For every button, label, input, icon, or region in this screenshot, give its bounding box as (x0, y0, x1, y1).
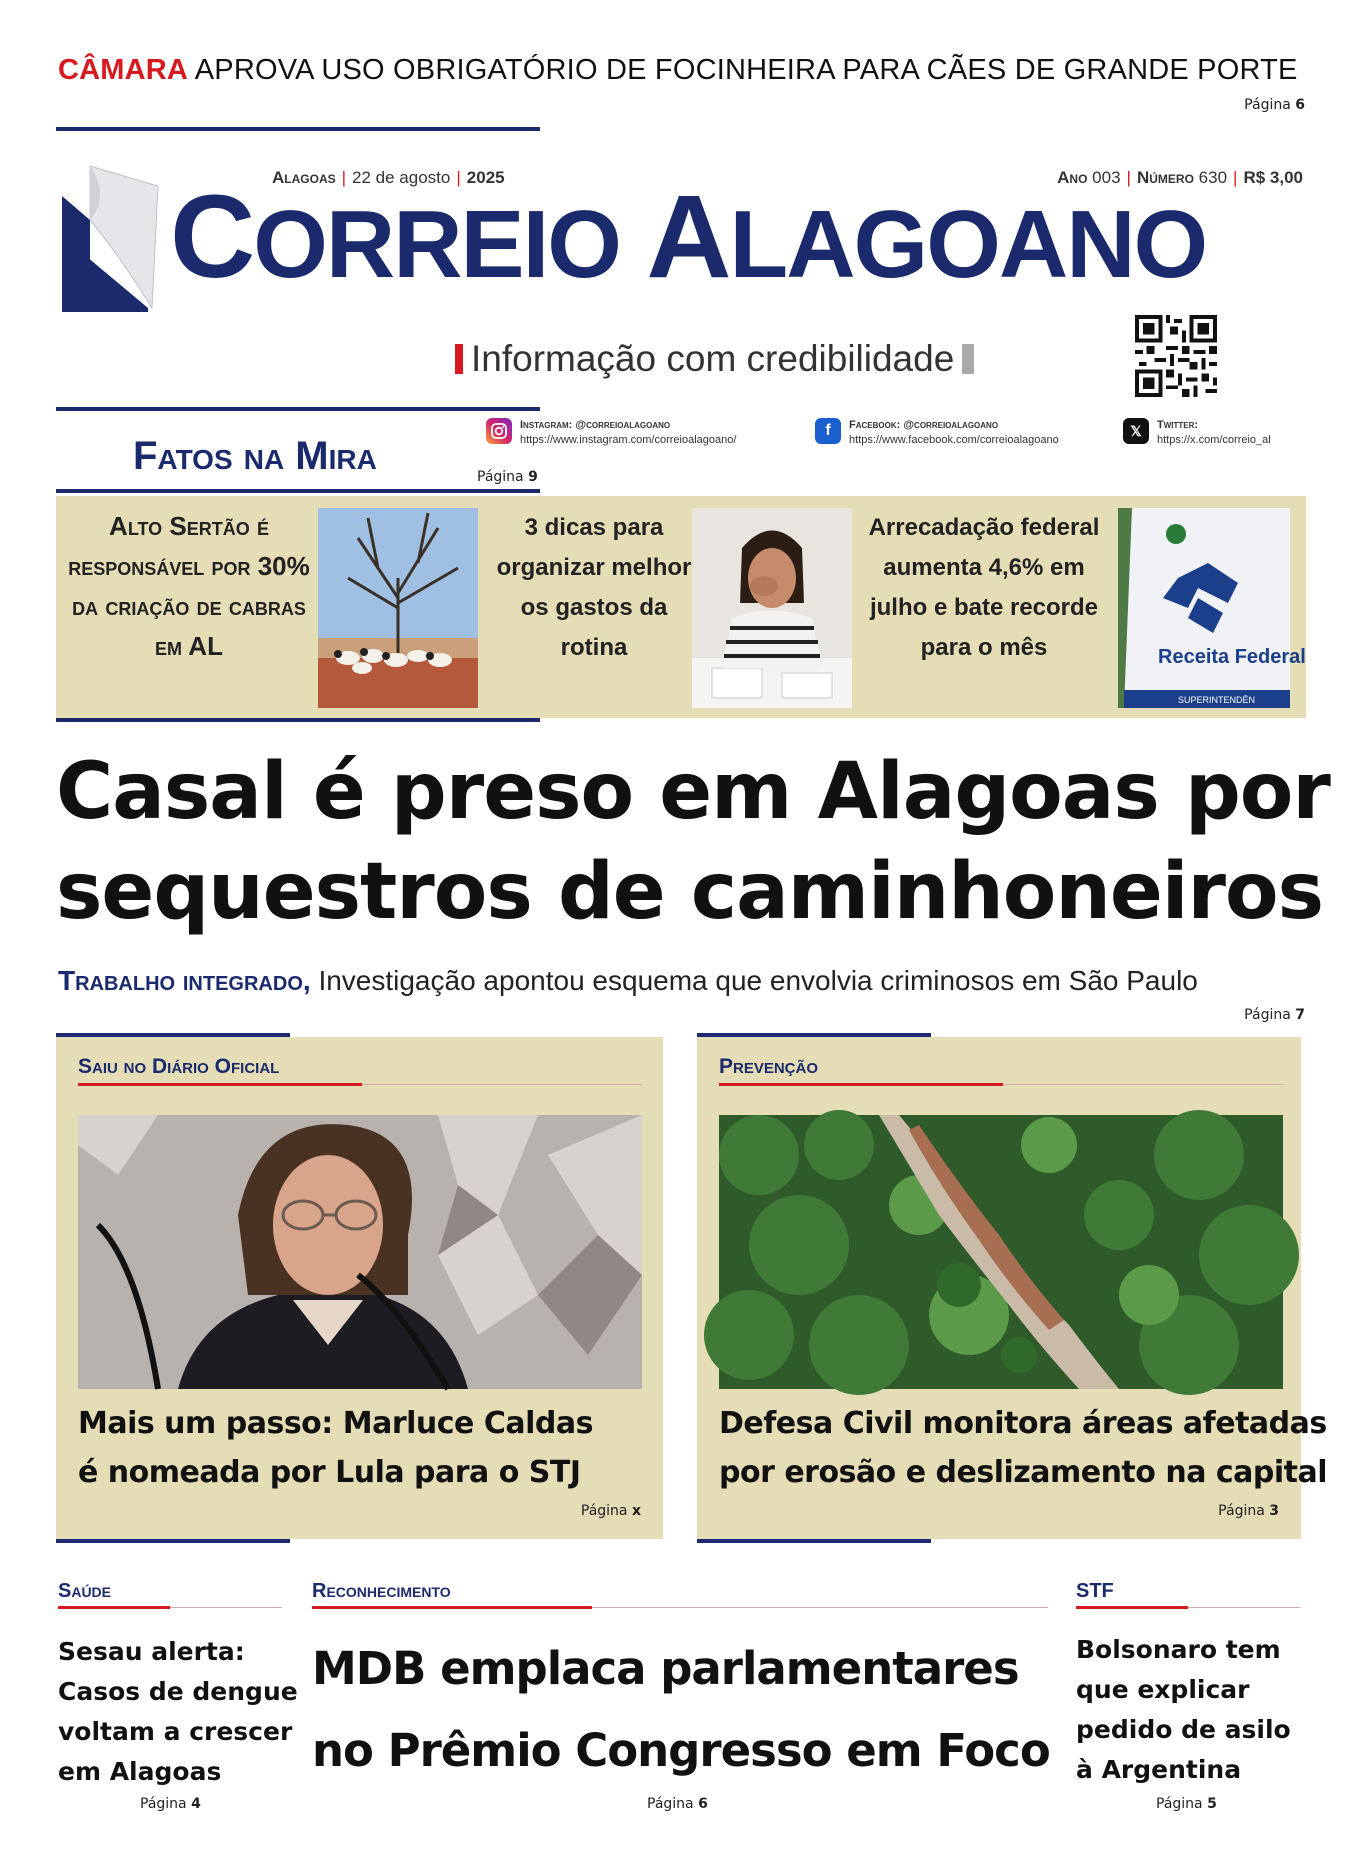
story-stf[interactable]: Bolsonaro tem que explicar pedido de asilo à Argentina (1076, 1635, 1291, 1784)
social-label: Instagram: @correioalagoano (520, 419, 671, 431)
fatos-item-2[interactable]: 3 dicas para organizar melhor os gastos da rotina (496, 514, 692, 661)
box-page-ref: Página x (580, 1503, 641, 1519)
fatos-item-3[interactable]: Arrecadação federal aumenta 4,6% em julho e bate recorde para o mês (868, 514, 1100, 661)
masthead-meta-left: Alagoas | 22 de agosto | 2025 (272, 168, 505, 187)
fatos-title[interactable]: Fatos na Mira (133, 434, 377, 478)
social-label: Facebook: @correioalagoano (849, 419, 999, 431)
main-page-ref: Página 7 (1244, 1007, 1305, 1023)
fatos-item-1[interactable]: Alto Sertão é responsável por 30% da criação de cabras em AL (68, 511, 310, 661)
stf-page-ref: Página 5 (1156, 1796, 1217, 1812)
divider (697, 1539, 931, 1543)
box-page-ref: Página 3 (1218, 1503, 1279, 1519)
divider (56, 407, 540, 411)
x-twitter-icon: 𝕏 (1123, 418, 1149, 444)
story-reconhecimento[interactable]: MDB emplaca parlamentares no Prêmio Congresso em Foco (312, 1642, 1050, 1777)
divider (312, 1606, 592, 1609)
top-story-page-ref: Página 6 (1244, 97, 1305, 113)
newspaper-logo-icon (60, 156, 160, 312)
main-kicker: Trabalho integrado, (58, 965, 311, 996)
social-x[interactable] (1123, 418, 1271, 448)
brand-name[interactable]: CORREIO ALAGOANO (170, 171, 1207, 303)
main-headline-line2: sequestros de caminhoneiros (56, 847, 1324, 937)
divider (56, 718, 540, 722)
receita-sign-small: SUPERINTENDÊN (1178, 695, 1256, 705)
woman-finances-photo[interactable] (692, 508, 852, 708)
divider (58, 1606, 170, 1609)
divider (56, 127, 540, 131)
receita-federal-sign-photo[interactable] (1118, 508, 1306, 708)
reconhecimento-page-ref: Página 6 (647, 1796, 708, 1812)
facebook-icon: f (815, 418, 841, 444)
box-label: Saiu no Diário Oficial (78, 1055, 280, 1078)
divider (592, 1607, 1048, 1608)
section-label: STF (1076, 1580, 1114, 1602)
social-instagram[interactable] (486, 418, 736, 448)
qr-code-icon[interactable] (1135, 315, 1217, 397)
box-title: Defesa Civil monitora áreas afetadas por erosão e deslizamento na capital (719, 1406, 1328, 1490)
instagram-icon (486, 418, 512, 444)
top-headline[interactable] (58, 54, 1298, 87)
main-dek-text: Investigação apontou esquema que envolvia criminosos em São Paulo (318, 965, 1198, 996)
tagline: Informação com credibilidade (455, 338, 974, 380)
goats-photo[interactable] (318, 508, 478, 708)
fatos-strip (56, 496, 1306, 718)
box-label: Prevenção (719, 1055, 819, 1078)
section-label: Reconhecimento (312, 1580, 451, 1602)
box-title: Mais um passo: Marluce Caldas é nomeada por Lula para o STJ (78, 1406, 593, 1490)
divider (56, 489, 540, 493)
top-headline-kicker: CÂMARA (58, 54, 189, 86)
social-url: https://www.facebook.com/correioalagoano (849, 434, 1059, 446)
fatos-page-ref: Página 9 (477, 469, 538, 485)
divider (1076, 1606, 1188, 1609)
masthead-meta-right: Ano 003 | Número 630 | R$ 3,00 (1057, 168, 1303, 187)
saude-page-ref: Página 4 (140, 1796, 201, 1812)
story-box-erosao[interactable] (697, 1037, 1328, 1539)
main-headline-line1: Casal é preso em Alagoas por (56, 747, 1330, 837)
marluce-photo[interactable] (78, 1115, 642, 1389)
social-url: https://x.com/correio_al (1157, 434, 1271, 446)
main-dek (58, 965, 1198, 997)
section-label: Saúde (58, 1580, 112, 1602)
story-saude[interactable]: Sesau alerta: Casos de dengue voltam a crescer em Alagoas (58, 1637, 298, 1786)
divider (170, 1607, 282, 1608)
main-headline[interactable] (56, 742, 1330, 942)
divider (1188, 1607, 1300, 1608)
social-facebook[interactable] (815, 418, 1059, 448)
divider (56, 1539, 290, 1543)
social-url: https://www.instagram.com/correioalagoano/ (520, 434, 737, 446)
story-box-stj[interactable] (56, 1037, 663, 1539)
receita-sign-text: Receita Federal (1158, 646, 1306, 668)
top-headline-text: APROVA USO OBRIGATÓRIO DE FOCINHEIRA PARA CÃES DE GRANDE PORTE (194, 54, 1298, 86)
erosion-aerial-photo[interactable] (719, 1115, 1283, 1389)
social-label: Twitter: (1157, 419, 1199, 431)
